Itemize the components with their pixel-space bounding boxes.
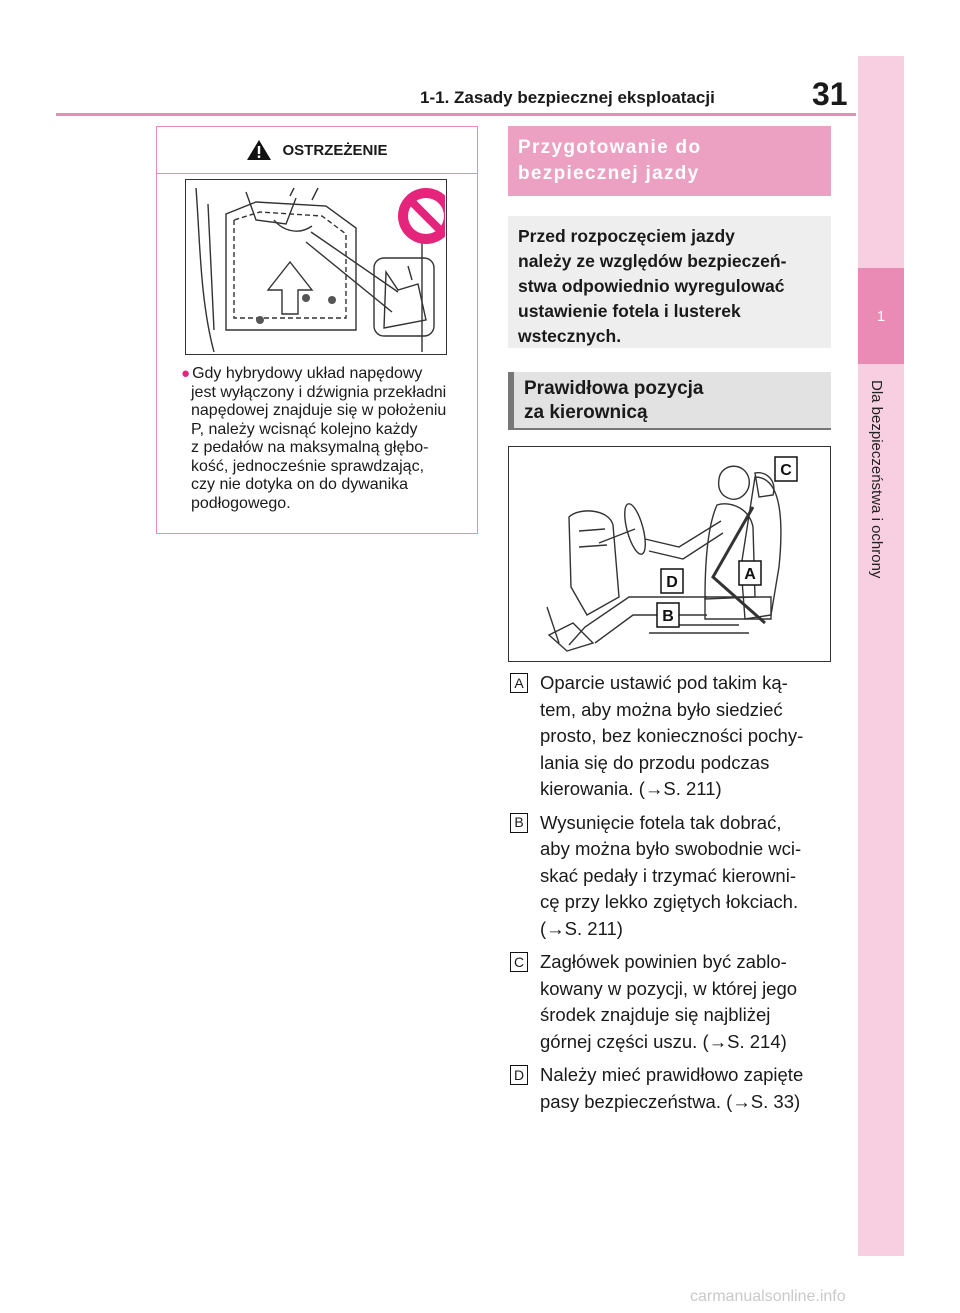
illustration-label-d: D — [666, 574, 678, 591]
intro-box: Przed rozpoczęciem jazdy należy ze względów bezpieczeń- stwa odpowiednio wyregulować ustawienie fotela i lusterek wstecznych. — [508, 216, 831, 348]
warning-triangle-icon — [246, 139, 272, 161]
header-rule — [56, 113, 856, 116]
sub-heading: Prawidłowa pozycja za kierownicą — [508, 372, 831, 430]
floor-mat-illustration — [185, 179, 447, 355]
illustration-label-c: C — [780, 462, 792, 479]
chapter-label: Dla bezpieczeństwa i ochrony — [868, 380, 885, 579]
item-label-a: A — [510, 673, 528, 693]
item-label-b: B — [510, 813, 528, 833]
list-item-a: A Oparcie ustawić pod takim ką- tem, aby można było siedzieć prosto, bez konieczności pochy- lania się do przodu podczas kierowania. (→S. 211) — [510, 670, 840, 803]
bullet-icon: ● — [181, 365, 191, 382]
warning-box — [156, 126, 478, 534]
warning-title: OSTRZEŻENIE — [282, 141, 388, 159]
section-title: Przygotowanie do bezpiecznej jazdy — [508, 126, 831, 196]
item-label-d: D — [510, 1065, 528, 1085]
adjustment-items-list — [510, 670, 840, 1122]
warning-bullet-line-2: napędowej znajduje się w położeniu — [191, 402, 447, 419]
running-header-title: 1-1. Zasady bezpiecznej eksploatacji — [420, 88, 715, 107]
chapter-number: 1 — [858, 268, 904, 364]
warning-header — [157, 127, 477, 174]
list-item-d: D Należy mieć prawidłowo zapięte pasy bezpieczeństwa. (→S. 33) — [510, 1062, 840, 1115]
item-label-c: C — [510, 952, 528, 972]
warning-bullet-line-3: P, należy wcisnąć kolejno każdy — [191, 420, 418, 438]
list-item-b: B Wysunięcie fotela tak dobrać, aby można było swobodnie wci- skać pedały i trzymać kierowni- cę przy lekko zgiętych łokciach. (→S. 211) — [510, 810, 840, 943]
warning-bullet-line-1: jest wyłączony i dźwignia przekładni — [191, 383, 447, 401]
illustration-label-a: A — [744, 566, 756, 583]
warning-bullet-line-6: czy nie dotyka on do dywanika — [191, 476, 409, 493]
page-number: 31 — [812, 76, 848, 112]
warning-bullet-line-5: kość, jednocześnie sprawdzając, — [191, 457, 425, 475]
footer-watermark-url: carmanualsonline.info — [690, 1288, 846, 1305]
warning-bullet-line-4: z pedałów na maksymalną głębo- — [191, 439, 429, 456]
warning-bullet-line-0: ● Gdy hybrydowy układ napędowy — [181, 365, 423, 382]
warning-bullet-line-7: podłogowego. — [191, 494, 291, 512]
warning-bullet-text — [181, 365, 471, 513]
list-item-c: C Zagłówek powinien być zablo- kowany w pozycji, w której jego środek znajduje się najbliżej górnej części uszu. (→S. 214) — [510, 949, 840, 1055]
chapter-side-tab — [858, 56, 904, 1256]
illustration-label-b: B — [662, 608, 674, 625]
driving-position-illustration — [508, 446, 831, 662]
